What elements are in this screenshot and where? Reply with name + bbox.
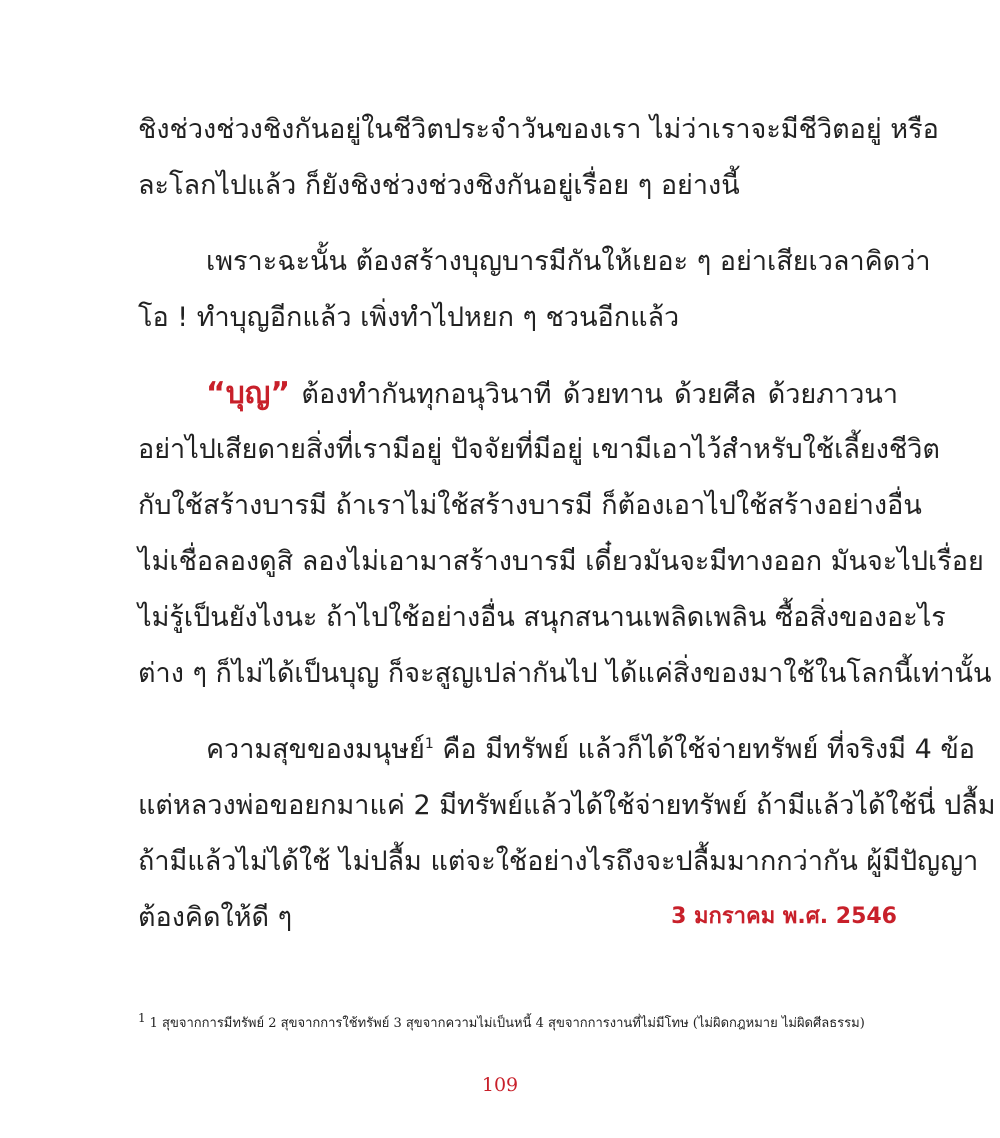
text-fragment: ต้องทำกันทุกอนุวินาที ด้วยทาน ด้วยศีล ด้วยภาวนา xyxy=(290,379,898,410)
text-line: กับใช้สร้างบารมี ถ้าเราไม่ใช้สร้างบารมี ก็ต้องเอาไปใช้สร้างอย่างอื่น xyxy=(138,490,922,521)
footnote-reference[interactable]: 1 xyxy=(424,736,434,752)
text-line: ต้องคิดให้ดี ๆ xyxy=(138,902,293,933)
paragraph-3 xyxy=(138,366,992,702)
text-line: ต่าง ๆ ก็ไม่ได้เป็นบุญ ก็จะสูญเปล่ากันไป ได้แค่สิ่งของมาใช้ในโลกนี้เท่านั้น xyxy=(138,658,992,689)
text-line: ชิงช่วงช่วงชิงกันอยู่ในชีวิตประจำวันของเรา ไม่ว่าเราจะมีชีวิตอยู่ หรือ xyxy=(138,114,939,145)
text-line xyxy=(138,366,898,422)
text-line: แต่หลวงพ่อขอยกมาแค่ 2 มีทรัพย์แล้วได้ใช้จ่ายทรัพย์ ถ้ามีแล้วได้ใช้นี่ ปลื้ม xyxy=(138,790,996,821)
text-line: ไม่เชื่อลองดูสิ ลองไม่เอามาสร้างบารมี เดี๋ยวมันจะมีทางออก มันจะไปเรื่อย xyxy=(138,546,984,577)
text-line: เพราะฉะนั้น ต้องสร้างบุญบารมีกันให้เยอะ ๆ อย่าเสียเวลาคิดว่า xyxy=(206,246,931,277)
text-fragment: ความสุขของมนุษย์ xyxy=(206,734,425,765)
paragraph-1 xyxy=(138,102,939,214)
text-line: ถ้ามีแล้วไม่ได้ใช้ ไม่ปลื้ม แต่จะใช้อย่างไรถึงจะปลื้มมากกว่ากัน ผู้มีปัญญา xyxy=(138,846,979,877)
text-line xyxy=(138,722,976,778)
paragraph-2 xyxy=(138,234,931,346)
page-number: 109 xyxy=(481,1074,519,1096)
footnote-text: 1 สุขจากการมีทรัพย์ 2 สุขจากการใช้ทรัพย์ 3 สุขจากความไม่เป็นหนี้ 4 สุขจากการงานที่ไม่มีโทษ (ไม่ผิดกฎหมาย ไม่ผิดศีลธรรม) xyxy=(149,1016,865,1031)
text-line: ละโลกไปแล้ว ก็ยังชิงช่วงช่วงชิงกันอยู่เรื่อย ๆ อย่างนี้ xyxy=(138,170,740,201)
text-line: อย่าไปเสียดายสิ่งที่เรามีอยู่ ปัจจัยที่มีอยู่ เขามีเอาไว้สำหรับใช้เลี้ยงชีวิต xyxy=(138,434,940,465)
footnote xyxy=(138,1012,898,1033)
text-fragment: คือ มีทรัพย์ แล้วก็ได้ใช้จ่ายทรัพย์ ที่จริงมี 4 ข้อ xyxy=(433,734,976,765)
page-body xyxy=(138,102,996,966)
footnote-marker: 1 xyxy=(138,1010,146,1025)
date-signature: 3 มกราคม พ.ศ. 2546 xyxy=(671,904,897,929)
text-line: ไม่รู้เป็นยังไงนะ ถ้าไปใช้อย่างอื่น สนุกสนานเพลิดเพลิน ซื้อสิ่งของอะไร xyxy=(138,602,946,633)
text-line: โอ ! ทำบุญอีกแล้ว เพิ่งทำไปหยก ๆ ชวนอีกแล้ว xyxy=(138,302,680,333)
emphasis-word: “บุญ” xyxy=(206,376,291,411)
